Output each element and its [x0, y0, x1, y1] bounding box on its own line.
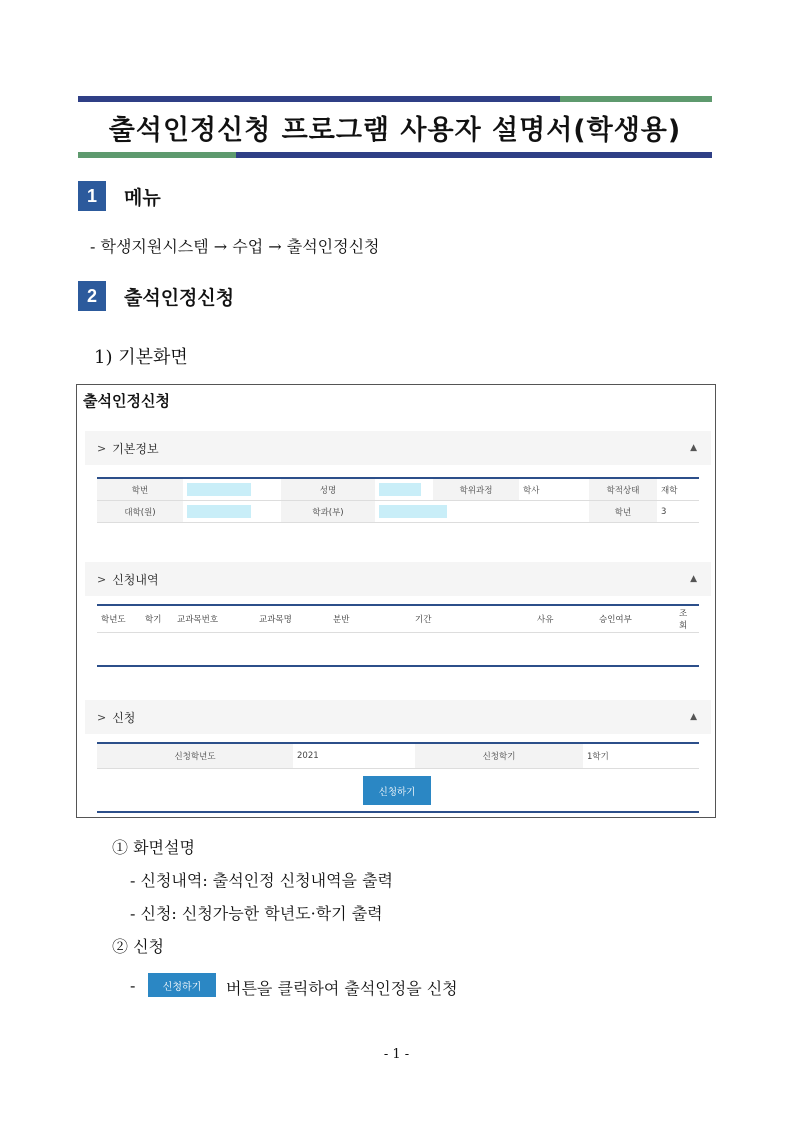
col-approval: 승인여부	[595, 605, 675, 633]
description-dash: -	[130, 976, 136, 995]
col-term: 학기	[141, 605, 173, 633]
apply-table	[97, 742, 699, 769]
chevron-right-icon: >	[97, 710, 107, 724]
value-grade: 3	[657, 501, 699, 523]
panel-header-basic-info[interactable]	[85, 431, 711, 465]
history-table	[97, 604, 699, 633]
label-grade: 학년	[589, 501, 657, 523]
divider	[97, 665, 699, 667]
section-title: 메뉴	[124, 186, 161, 209]
col-period: 기간	[411, 605, 533, 633]
bottom-bar-navy	[236, 152, 712, 158]
section-number-box: 1	[78, 181, 106, 211]
col-reason: 사유	[533, 605, 595, 633]
redacted-field	[379, 505, 447, 518]
basic-info-table	[97, 477, 699, 523]
value-apply-year: 2021	[293, 743, 415, 769]
value-student-id	[183, 478, 281, 501]
section-number-box: 2	[78, 281, 106, 311]
top-bar-green	[560, 96, 712, 102]
label-degree: 학위과정	[433, 478, 519, 501]
document-title: 출석인정신청 프로그램 사용자 설명서(학생용)	[108, 115, 682, 146]
divider	[97, 811, 699, 813]
label-college: 대학(원)	[97, 501, 183, 523]
label-name: 성명	[281, 478, 375, 501]
section-1-heading	[78, 181, 161, 211]
col-year: 학년도	[97, 605, 141, 633]
collapse-icon[interactable]: ▲	[690, 443, 697, 453]
screenshot-frame	[76, 384, 716, 818]
col-view: 조회	[675, 605, 699, 633]
redacted-field	[187, 505, 251, 518]
redacted-field	[187, 483, 251, 496]
collapse-icon[interactable]: ▲	[690, 574, 697, 584]
apply-button[interactable]: 신청하기	[363, 776, 431, 805]
collapse-icon[interactable]: ▲	[690, 712, 697, 722]
panel-title: 기본정보	[112, 441, 159, 456]
label-status: 학적상태	[589, 478, 657, 501]
value-name	[375, 478, 433, 501]
chevron-right-icon: >	[97, 572, 107, 586]
label-student-id: 학번	[97, 478, 183, 501]
redacted-field	[379, 483, 421, 496]
section-2-heading	[78, 281, 234, 311]
label-dept: 학과(부)	[281, 501, 375, 523]
panel-header-apply[interactable]	[85, 700, 711, 734]
description-item-1: ① 화면설명	[112, 838, 195, 857]
section-title: 출석인정신청	[124, 286, 235, 309]
chevron-right-icon: >	[97, 441, 107, 455]
panel-title: 신청내역	[112, 572, 159, 587]
col-course-name: 교과목명	[255, 605, 329, 633]
menu-path: - 학생지원시스템 → 수업 → 출석인정신청	[90, 237, 380, 256]
description-line: 버튼을 클릭하여 출석인정을 신청	[226, 979, 458, 998]
top-bar-navy	[78, 96, 560, 102]
description-item-2: ② 신청	[112, 937, 164, 956]
value-apply-term: 1학기	[583, 743, 699, 769]
description-line: - 신청내역: 출석인정 신청내역을 출력	[130, 871, 393, 890]
label-apply-term: 신청학기	[415, 743, 583, 769]
subheading: 1) 기본화면	[94, 347, 188, 368]
col-section: 분반	[329, 605, 411, 633]
col-course-no: 교과목번호	[173, 605, 255, 633]
value-degree: 학사	[519, 478, 589, 501]
apply-button-illustration: 신청하기	[148, 973, 216, 997]
value-college	[183, 501, 281, 523]
description-line: - 신청: 신청가능한 학년도·학기 출력	[130, 904, 383, 923]
panel-header-history[interactable]	[85, 562, 711, 596]
label-apply-year: 신청학년도	[97, 743, 293, 769]
panel-title: 신청	[112, 710, 136, 725]
bottom-bar-green	[78, 152, 236, 158]
page-number: - 1 -	[383, 1047, 410, 1062]
screen-title: 출석인정신청	[83, 392, 170, 410]
value-dept	[375, 501, 589, 523]
history-header-row	[97, 605, 699, 633]
value-status: 재학	[657, 478, 699, 501]
